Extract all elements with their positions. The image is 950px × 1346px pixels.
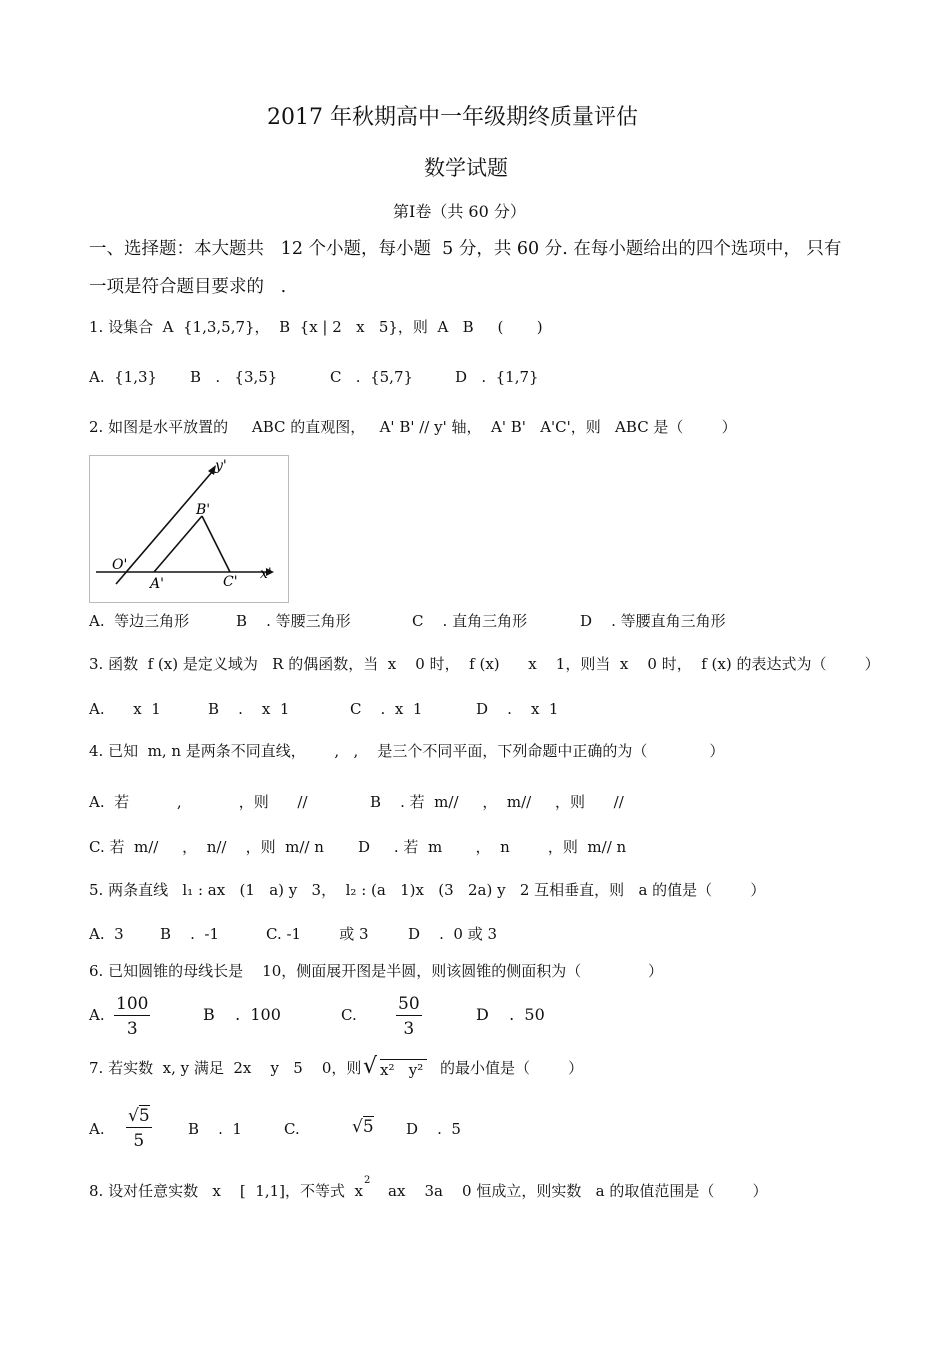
fraction-denominator: 3: [126, 1019, 138, 1039]
question-5-option-b: B . -1: [160, 925, 220, 943]
question-4-option-d: D . 若 m ， n ，则 m// n: [358, 838, 627, 856]
fraction-numerator: 50: [398, 994, 420, 1014]
label-x-prime: x': [260, 566, 272, 582]
question-3-option-c: C . x 1: [350, 700, 423, 718]
sqrt-radicand: 5: [138, 1106, 150, 1126]
question-3-option-a: A. x 1: [89, 700, 161, 718]
question-1-option-c: C . {5,7}: [330, 368, 414, 386]
fraction-numerator: [126, 1106, 152, 1128]
question-7-option-a-fraction: [126, 1106, 152, 1152]
question-1-option-b: B . {3,5}: [190, 368, 278, 386]
question-7-sqrt-sign: √: [363, 1054, 378, 1079]
question-8-stem-tail: ax 3a 0 恒成立，则实数 a 的取值范围是（ ）: [388, 1182, 768, 1200]
question-7-option-b: B . 1: [188, 1120, 242, 1138]
question-1-stem: 1. 设集合 A {1,3,5,7}， B {x | 2 x 5}，则 A B ( ): [89, 318, 543, 336]
question-2-option-b: B . 等腰三角形: [236, 612, 351, 630]
question-4-option-c: C. 若 m// ， n// ，则 m// n: [89, 838, 324, 856]
instructions-line-1: 一、选择题：本大题共 12 个小题，每小题 5 分，共 60 分. 在每小题给出的四个选项中， 只有: [89, 239, 842, 259]
question-6-option-c-fraction: [396, 994, 422, 1040]
side-bc: [202, 516, 230, 572]
fraction-denominator: 5: [133, 1131, 145, 1151]
oblique-triangle-figure: [89, 455, 289, 603]
question-7-sqrt-radicand: x² y²: [380, 1059, 427, 1079]
question-2-stem: 2. 如图是水平放置的 ABC 的直观图， A' B' // y' 轴， A' B' A'C'，则 ABC 是（ ）: [89, 418, 737, 436]
question-2-option-c: C . 直角三角形: [412, 612, 528, 630]
instructions-line-2: 一项是符合题目要求的 .: [89, 277, 287, 297]
exam-subject: 数学试题: [424, 156, 508, 180]
label-c-prime: C': [223, 574, 238, 590]
label-a-prime: A': [150, 576, 164, 592]
question-2-option-a: A. 等边三角形: [89, 612, 190, 630]
question-3-option-d: D . x 1: [476, 700, 559, 718]
fraction-denominator: 3: [403, 1019, 415, 1039]
question-7-option-c-value: [352, 1116, 374, 1138]
label-o-prime: O': [112, 557, 128, 573]
question-2-option-d: D . 等腰直角三角形: [580, 612, 726, 630]
fraction-numerator: 100: [116, 994, 149, 1014]
question-4-option-b: B . 若 m// ， m// ，则 //: [370, 793, 624, 811]
question-7-option-c-label: C.: [284, 1120, 300, 1138]
question-6-option-d: D . 50: [476, 1005, 545, 1024]
question-7-stem: 7. 若实数 x, y 满足 2x y 5 0，则: [89, 1059, 362, 1077]
exam-title: 2017 年秋期高中一年级期终质量评估: [267, 105, 638, 130]
question-6-option-a-label: A.: [89, 1006, 105, 1024]
y-axis-line: [116, 472, 212, 584]
question-6-option-c-label: C.: [341, 1006, 357, 1024]
question-5-stem: 5. 两条直线 l₁ : ax (1 a) y 3， l₂ : (a 1)x (3 2a) y 2 互相垂直，则 a 的值是（ ）: [89, 881, 766, 899]
sqrt-sign: √: [352, 1117, 363, 1137]
question-6-option-a-fraction: [114, 994, 150, 1040]
question-4-stem: 4. 已知 m, n 是两条不同直线， , , 是三个不同平面，下列命题中正确的为（ ）: [89, 742, 725, 760]
question-7-option-d: D . 5: [406, 1120, 461, 1138]
question-8-stem: 8. 设对任意实数 x [ 1,1]，不等式 x: [89, 1182, 364, 1200]
question-3-stem: 3. 函数 f (x) 是定义域为 R 的偶函数，当 x 0 时， f (x) x 1，则当 x 0 时， f (x) 的表达式为（ ）: [89, 655, 880, 673]
figure-drawing: [90, 456, 288, 602]
question-3-option-b: B . x 1: [208, 700, 290, 718]
question-4-option-a: A. 若 , ，则 //: [89, 793, 308, 811]
question-7-option-a-label: A.: [89, 1120, 105, 1138]
question-6-option-b: B . 100: [203, 1005, 281, 1024]
label-b-prime: B': [196, 502, 211, 518]
question-5-option-a: A. 3: [89, 925, 124, 943]
sqrt-radicand: 5: [362, 1117, 374, 1137]
question-5-option-d: D . 0 或 3: [408, 925, 498, 943]
sqrt-sign: √: [128, 1106, 139, 1126]
question-1-option-d: D . {1,7}: [455, 368, 539, 386]
volume-heading: 第Ⅰ卷（共 60 分）: [393, 202, 526, 221]
question-5-option-c: C. -1 或 3: [266, 925, 369, 943]
question-7-stem-tail: 的最小值是（ ）: [440, 1059, 584, 1077]
question-1-option-a: A. {1,3}: [89, 368, 158, 386]
side-ab: [154, 516, 202, 572]
label-y-prime: y': [215, 458, 227, 474]
question-8-superscript: 2: [364, 1175, 371, 1186]
question-6-stem: 6. 已知圆锥的母线长是 10，侧面展开图是半圆，则该圆锥的侧面积为（ ）: [89, 962, 663, 980]
